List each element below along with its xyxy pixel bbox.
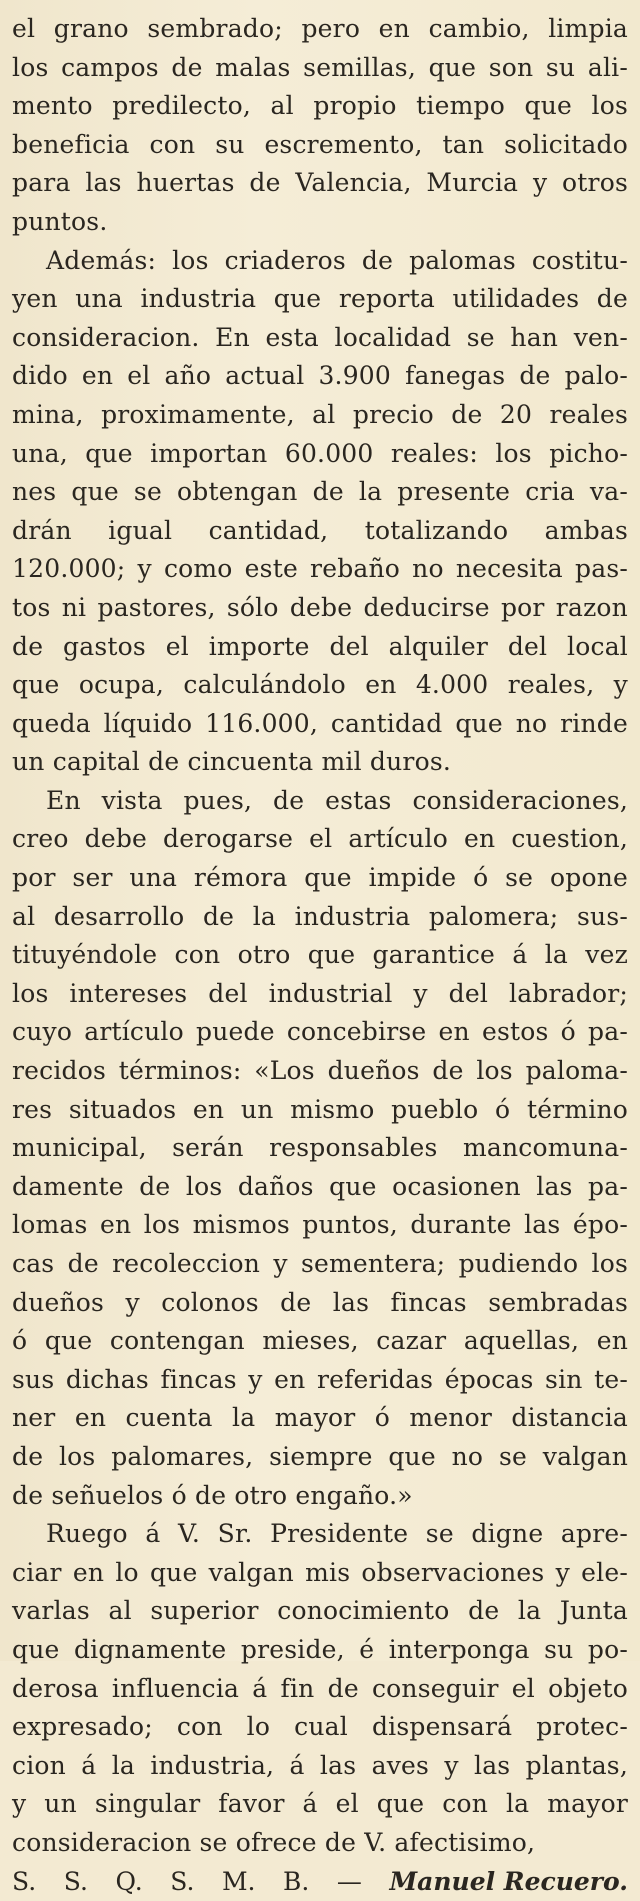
text-line: al desarrollo de la industria palomera; sus- [12, 898, 628, 937]
signature-initial: S. [170, 1863, 194, 1901]
signature-initial: Q. [115, 1863, 142, 1901]
text-line: lomas en los mismos puntos, durante las épo- [12, 1206, 628, 1245]
text-line: En vista pues, de estas consideraciones, [12, 782, 628, 821]
text-line: municipal, serán responsables mancomuna- [12, 1129, 628, 1168]
text-line: de los palomares, siempre que no se valgan [12, 1438, 628, 1477]
text-line: beneficia con su escremento, tan solicitado [12, 126, 628, 165]
text-line: damente de los daños que ocasionen las pa- [12, 1168, 628, 1207]
text-line: una, que importan 60.000 reales: los picho- [12, 435, 628, 474]
text-line: mento predilecto, al propio tiempo que los [12, 87, 628, 126]
signature-name: Manuel Recuero. [389, 1863, 627, 1901]
text-line: cion á la industria, á las aves y las plantas, [12, 1747, 628, 1786]
text-line: varlas al superior conocimiento de la Junta [12, 1592, 628, 1631]
text-line: ciar en lo que valgan mis observaciones y ele- [12, 1554, 628, 1593]
text-line: Además: los criaderos de palomas costitu- [12, 242, 628, 281]
text-line: de gastos el importe del alquiler del local [12, 628, 628, 667]
text-line: por ser una rémora que impide ó se opone [12, 859, 628, 898]
text-line: de señuelos ó de otro engaño.» [12, 1477, 628, 1516]
text-line: 120.000; y como este rebaño no necesita pas- [12, 550, 628, 589]
text-line: puntos. [12, 203, 628, 242]
text-line: nes que se obtengan de la presente cria va- [12, 473, 628, 512]
text-line: cuyo artículo puede concebirse en estos ó pa- [12, 1013, 628, 1052]
text-line: tos ni pastores, sólo debe deducirse por razon [12, 589, 628, 628]
text-line: tituyéndole con otro que garantice á la vez [12, 936, 628, 975]
text-line: cas de recoleccion y sementera; pudiendo los [12, 1245, 628, 1284]
text-line: que ocupa, calculándolo en 4.000 reales, y [12, 666, 628, 705]
signature-line [12, 1863, 628, 1901]
text-line: el grano sembrado; pero en cambio, limpia [12, 10, 628, 49]
text-line: derosa influencia á fin de conseguir el objeto [12, 1670, 628, 1709]
text-line: y un singular favor á el que con la mayor [12, 1785, 628, 1824]
text-line: que dignamente preside, é interponga su po- [12, 1631, 628, 1670]
text-line: dido en el año actual 3.900 fanegas de palo- [12, 357, 628, 396]
text-line: ner en cuenta la mayor ó menor distancia [12, 1399, 628, 1438]
text-line: expresado; con lo cual dispensará protec- [12, 1708, 628, 1747]
text-line: dueños y colonos de las fincas sembradas [12, 1284, 628, 1323]
text-line: para las huertas de Valencia, Murcia y otros [12, 164, 628, 203]
text-line: queda líquido 116.000, cantidad que no rinde [12, 705, 628, 744]
paragraph [12, 242, 628, 782]
signature-initial: B. [283, 1863, 309, 1901]
text-line: creo debe derogarse el artículo en cuestion, [12, 820, 628, 859]
text-line: los campos de malas semillas, que son su ali- [12, 49, 628, 88]
text-line: los intereses del industrial y del labrador; [12, 975, 628, 1014]
text-line: yen una industria que reporta utilidades de [12, 280, 628, 319]
paragraph [12, 10, 628, 242]
text-line: res situados en un mismo pueblo ó término [12, 1091, 628, 1130]
text-line: Ruego á V. Sr. Presidente se digne apre- [12, 1515, 628, 1554]
signature-initial: M. [222, 1863, 256, 1901]
text-line: sus dichas fincas y en referidas épocas sin te- [12, 1361, 628, 1400]
text-line: recidos términos: «Los dueños de los paloma- [12, 1052, 628, 1091]
text-line: un capital de cincuenta mil duros. [12, 743, 628, 782]
signature-dash: — [337, 1863, 362, 1901]
paragraph [12, 1515, 628, 1862]
text-line: consideracion se ofrece de V. afectisimo, [12, 1824, 628, 1863]
paragraph [12, 782, 628, 1515]
signature-initial: S. [64, 1863, 88, 1901]
text-line: drán igual cantidad, totalizando ambas [12, 512, 628, 551]
signature-initial: S. [12, 1863, 36, 1901]
text-line: consideracion. En esta localidad se han ven- [12, 319, 628, 358]
text-line: mina, proximamente, al precio de 20 reales [12, 396, 628, 435]
article-body [12, 10, 628, 1863]
text-line: ó que contengan mieses, cazar aquellas, en [12, 1322, 628, 1361]
